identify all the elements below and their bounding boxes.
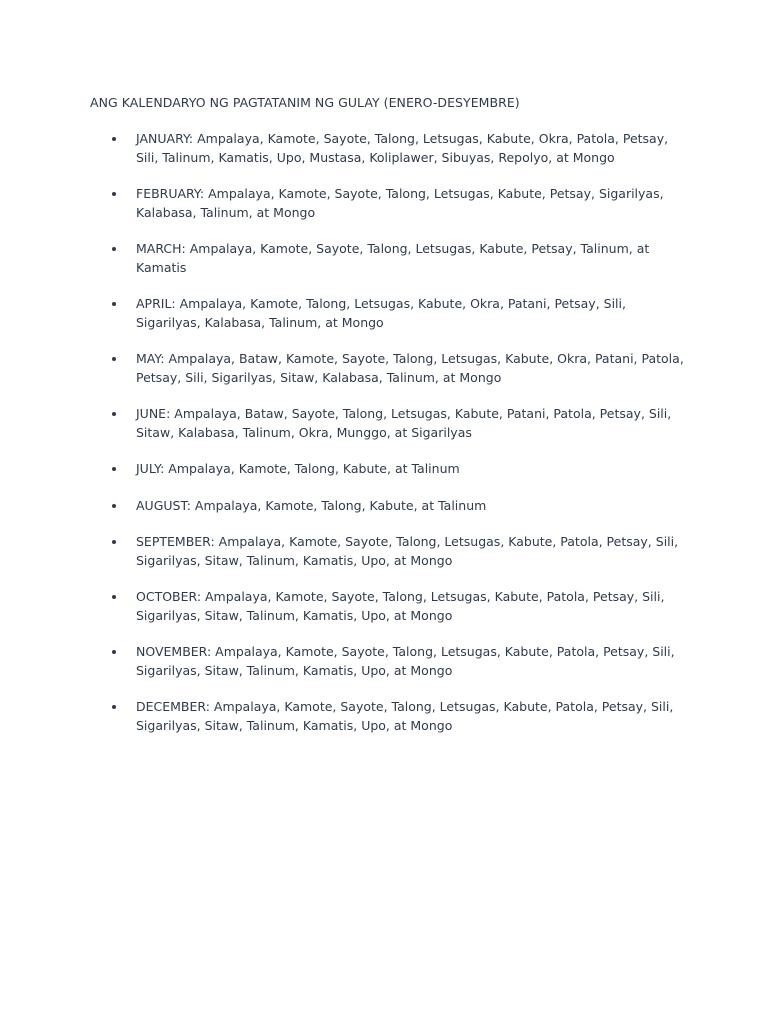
list-item-text: DECEMBER: Ampalaya, Kamote, Sayote, Talong, Letsugas, Kabute, Patola, Petsay, Sili, Sigarilyas, Sitaw, Talinum, Kamatis, Upo, at Mongo — [136, 699, 674, 733]
list-item-july — [90, 460, 690, 479]
page-title: ANG KALENDARYO NG PAGTATANIM NG GULAY (ENERO-DESYEMBRE) — [90, 95, 520, 110]
list-item-november — [90, 643, 690, 680]
list-item-december — [90, 698, 690, 735]
list-item-text: MARCH: Ampalaya, Kamote, Sayote, Talong, Letsugas, Kabute, Petsay, Talinum, at Kamatis — [136, 241, 650, 275]
list-item-august — [90, 497, 690, 516]
bullet-icon — [112, 137, 116, 141]
list-item-march — [90, 240, 690, 277]
bullet-icon — [112, 595, 116, 599]
bullet-icon — [112, 467, 116, 471]
list-item-text: JULY: Ampalaya, Kamote, Talong, Kabute, at Talinum — [136, 461, 460, 476]
list-item-may — [90, 350, 690, 387]
list-item-text: SEPTEMBER: Ampalaya, Kamote, Sayote, Talong, Letsugas, Kabute, Patola, Petsay, Sili, Sigarilyas, Sitaw, Talinum, Kamatis, Upo, at Mongo — [136, 534, 679, 568]
list-item-text: JUNE: Ampalaya, Bataw, Sayote, Talong, Letsugas, Kabute, Patani, Patola, Petsay, Sili, Sitaw, Kalabasa, Talinum, Okra, Munggo, at Sigarilyas — [136, 406, 672, 440]
bullet-icon — [112, 302, 116, 306]
bullet-icon — [112, 357, 116, 361]
bullet-icon — [112, 540, 116, 544]
list-item-text: OCTOBER: Ampalaya, Kamote, Sayote, Talong, Letsugas, Kabute, Patola, Petsay, Sili, Sigarilyas, Sitaw, Talinum, Kamatis, Upo, at Mongo — [136, 589, 665, 623]
list-item-october — [90, 588, 690, 625]
list-item-january — [90, 130, 690, 167]
list-item-february — [90, 185, 690, 222]
list-item-june — [90, 405, 690, 442]
list-item-september — [90, 533, 690, 570]
list-item-text: MAY: Ampalaya, Bataw, Kamote, Sayote, Talong, Letsugas, Kabute, Okra, Patani, Patola, Petsay, Sili, Sigarilyas, Sitaw, Kalabasa, Talinum, at Mongo — [136, 351, 684, 385]
month-list — [90, 130, 690, 753]
bullet-icon — [112, 650, 116, 654]
bullet-icon — [112, 192, 116, 196]
list-item-text: NOVEMBER: Ampalaya, Kamote, Sayote, Talong, Letsugas, Kabute, Patola, Petsay, Sili, Sigarilyas, Sitaw, Talinum, Kamatis, Upo, at Mongo — [136, 644, 675, 678]
list-item-text: JANUARY: Ampalaya, Kamote, Sayote, Talong, Letsugas, Kabute, Okra, Patola, Petsay, Sili, Talinum, Kamatis, Upo, Mustasa, Koliplawer, Sibuyas, Repolyo, at Mongo — [136, 131, 669, 165]
list-item-text: FEBRUARY: Ampalaya, Kamote, Sayote, Talong, Letsugas, Kabute, Petsay, Sigarilyas, Kalabasa, Talinum, at Mongo — [136, 186, 664, 220]
bullet-icon — [112, 504, 116, 508]
bullet-icon — [112, 412, 116, 416]
bullet-icon — [112, 247, 116, 251]
list-item-april — [90, 295, 690, 332]
list-item-text: APRIL: Ampalaya, Kamote, Talong, Letsugas, Kabute, Okra, Patani, Petsay, Sili, Sigarilyas, Kalabasa, Talinum, at Mongo — [136, 296, 626, 330]
bullet-icon — [112, 705, 116, 709]
list-item-text: AUGUST: Ampalaya, Kamote, Talong, Kabute, at Talinum — [136, 497, 487, 513]
